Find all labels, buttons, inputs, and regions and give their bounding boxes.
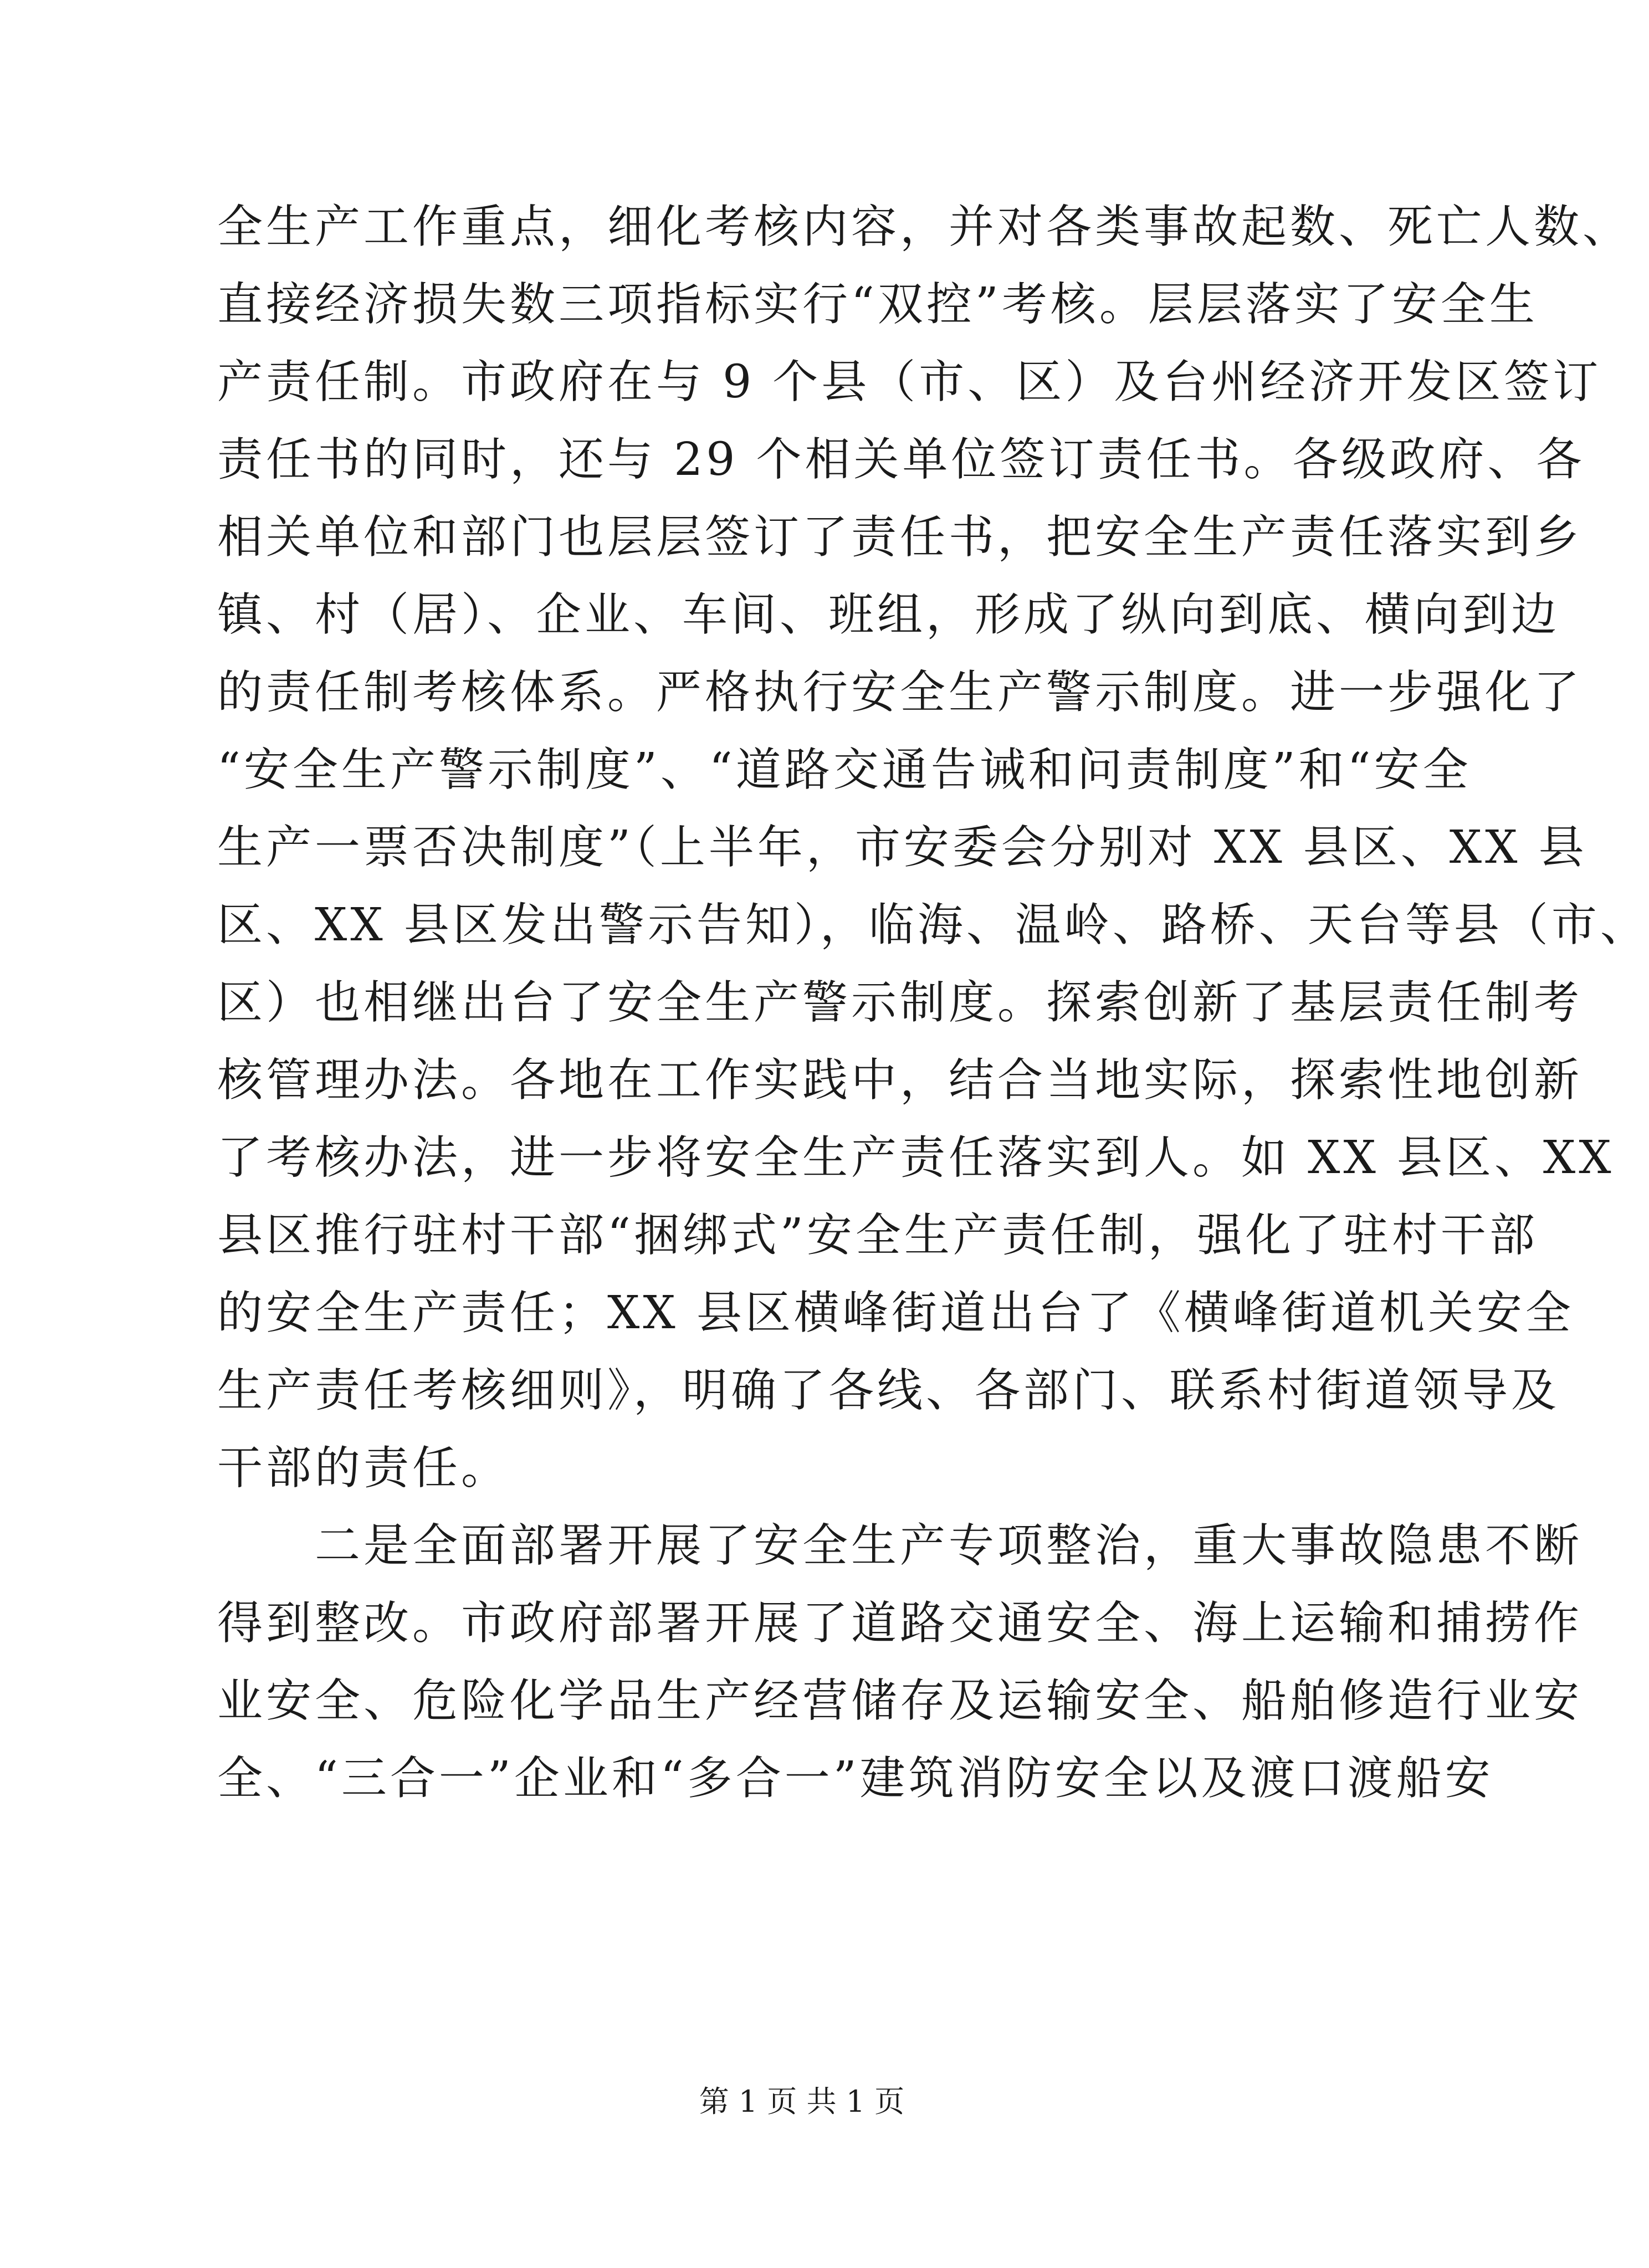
- text-line: 的责任制考核体系。严格执行安全生产警示制度。进一步强化了: [217, 666, 1583, 719]
- text-line: 区、XX 县区发出警示告知），临海、温岭、路桥、天台等县（市、: [217, 899, 1649, 951]
- text-line: 镇、村（居）、企业、车间、班组，形成了纵向到底、横向到边: [217, 588, 1560, 641]
- text-line: 核管理办法。各地在工作实践中，结合当地实际，探索性地创新: [217, 1054, 1583, 1107]
- page-number-label: 第 1 页 共 1 页: [699, 2084, 905, 2119]
- text-line: 二是全面部署开展了安全生产专项整治，重大事故隐患不断: [217, 1519, 1583, 1572]
- text-line: 产责任制。市政府在与 9 个县（市、区）及台州经济开发区签订: [217, 356, 1602, 408]
- text-line: 干部的责任。: [217, 1442, 510, 1494]
- text-line: 县区推行驻村干部“捆绑式”安全生产责任制，强化了驻村干部: [217, 1209, 1538, 1262]
- text-line: “安全生产警示制度”、“道路交通告诫和问责制度”和“安全: [217, 744, 1472, 796]
- text-line: 相关单位和部门也层层签订了责任书，把安全生产责任落实到乡: [217, 511, 1583, 564]
- text-line: 全生产工作重点，细化考核内容，并对各类事故起数、死亡人数、: [217, 201, 1632, 253]
- text-line: 生产责任考核细则》，明确了各线、各部门、联系村街道领导及: [217, 1364, 1560, 1417]
- text-line: 区）也相继出台了安全生产警示制度。探索创新了基层责任制考: [217, 976, 1583, 1029]
- text-line: 了考核办法，进一步将安全生产责任落实到人。如 XX 县区、XX: [217, 1132, 1615, 1184]
- document-body: [217, 188, 1649, 1818]
- text-line: 全、“三合一”企业和“多合一”建筑消防安全以及渡口渡船安: [217, 1752, 1494, 1805]
- text-line: 责任书的同时，还与 29 个相关单位签订责任书。各级政府、各: [217, 433, 1585, 486]
- text-line: 生产一票否决制度”（上半年，市安委会分别对 XX 县区、XX 县: [217, 821, 1587, 874]
- text-line: 业安全、危险化学品生产经营储存及运输安全、船舶修造行业安: [217, 1675, 1583, 1727]
- page-footer: [0, 2082, 1604, 2121]
- text-line: 得到整改。市政府部署开展了道路交通安全、海上运输和捕捞作: [217, 1597, 1583, 1650]
- text-line: 直接经济损失数三项指标实行“双控”考核。层层落实了安全生: [217, 278, 1538, 331]
- text-line: 的安全生产责任；XX 县区横峰街道出台了《横峰街道机关安全: [217, 1287, 1574, 1339]
